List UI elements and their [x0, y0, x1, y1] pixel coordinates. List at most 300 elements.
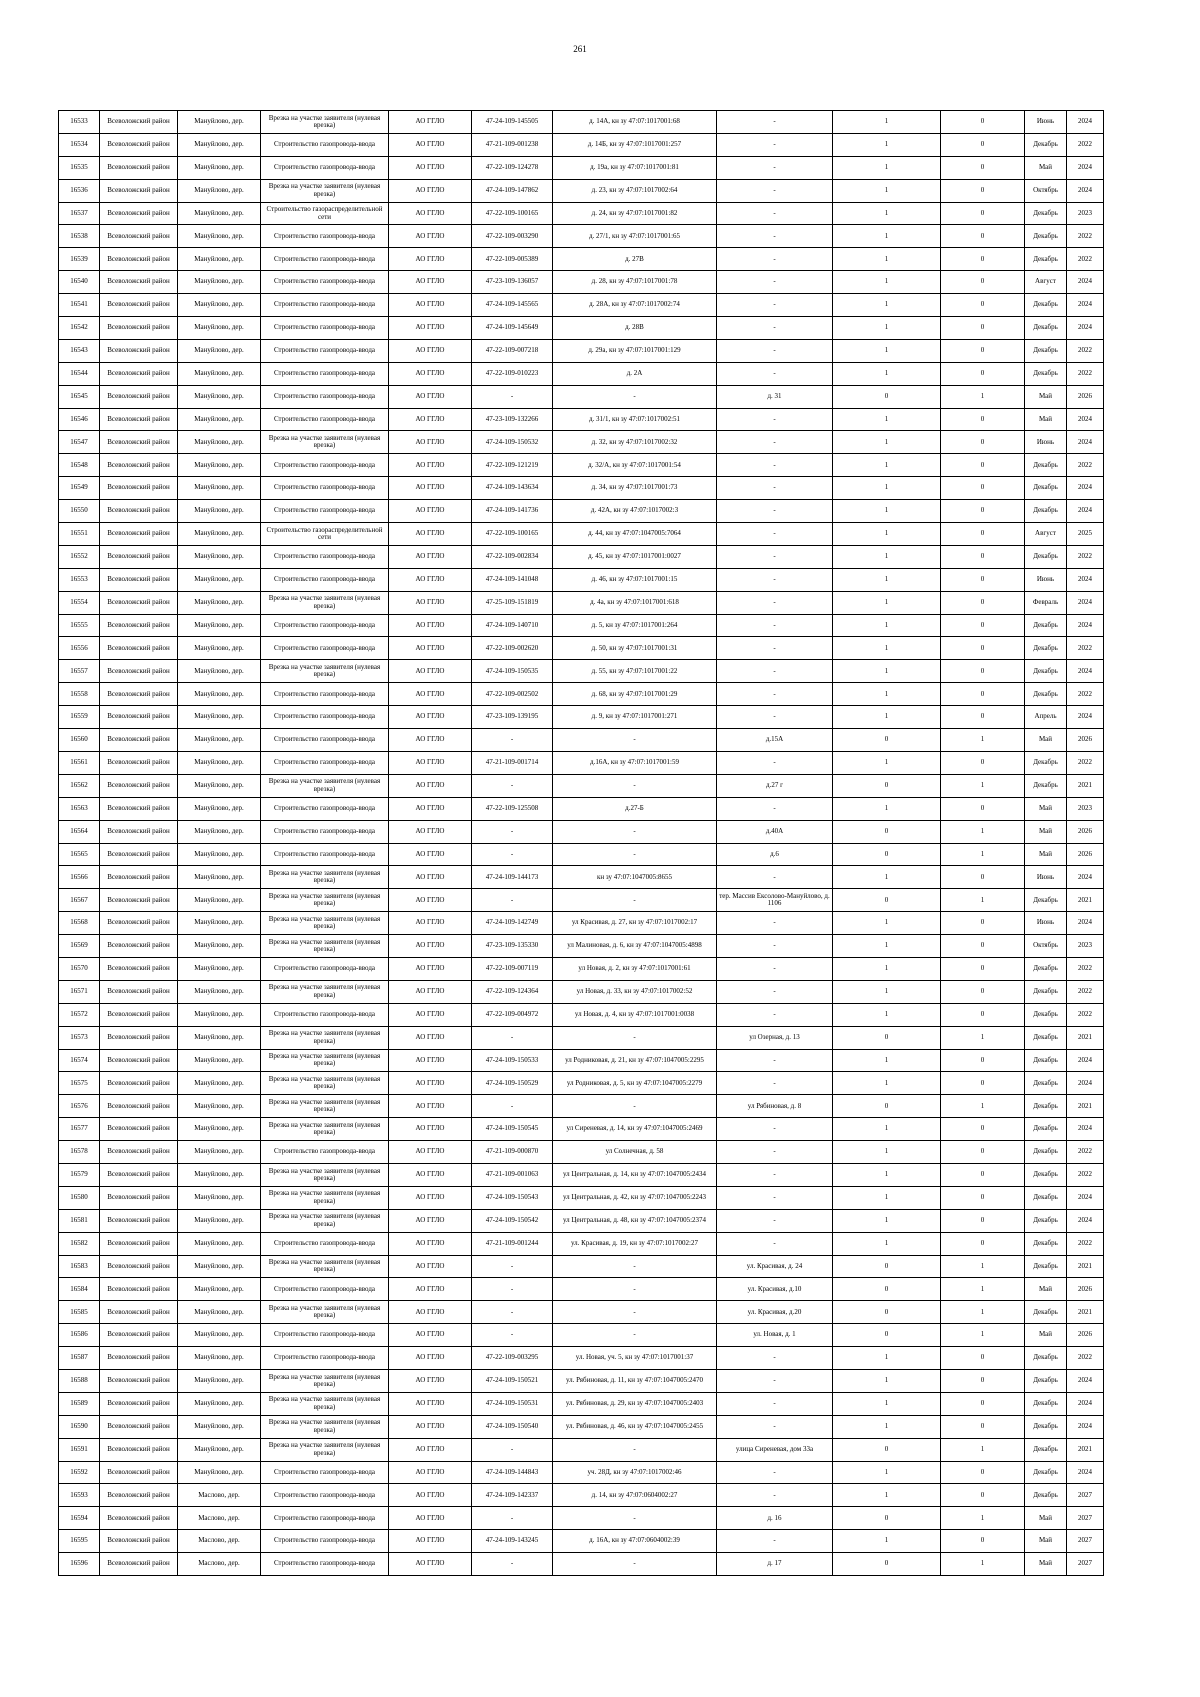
cell-settlement: Мануйлово, дер. — [178, 385, 261, 408]
cell-application-number: 47-22-109-003295 — [472, 1347, 553, 1370]
table-row — [59, 1369, 1104, 1392]
cell-month: Июнь — [1025, 111, 1067, 134]
cell-organization: АО ГГЛО — [389, 408, 472, 431]
cell-settlement: Мануйлово, дер. — [178, 1209, 261, 1232]
cell-year: 2025 — [1067, 523, 1104, 546]
cell-work-type: Врезка на участке заявителя (нулевая врезка) — [261, 1026, 389, 1049]
cell-application-number: - — [472, 889, 553, 912]
cell-year: 2024 — [1067, 1392, 1104, 1415]
cell-row-number: 16580 — [59, 1186, 100, 1209]
cell-address: - — [717, 614, 833, 637]
cell-count-b: 1 — [941, 1095, 1025, 1118]
cell-address-cadastral: ул Новая, д. 33, кн зу 47:07:1017002:52 — [553, 980, 717, 1003]
cell-year: 2022 — [1067, 133, 1104, 156]
cell-count-a: 1 — [833, 1232, 941, 1255]
cell-settlement: Мануйлово, дер. — [178, 133, 261, 156]
table-row — [59, 774, 1104, 797]
cell-count-a: 1 — [833, 317, 941, 340]
cell-settlement: Мануйлово, дер. — [178, 431, 261, 454]
cell-month: Май — [1025, 1324, 1067, 1347]
cell-organization: АО ГГЛО — [389, 1141, 472, 1164]
cell-month: Декабрь — [1025, 957, 1067, 980]
cell-year: 2024 — [1067, 568, 1104, 591]
cell-organization: АО ГГЛО — [389, 614, 472, 637]
cell-month: Декабрь — [1025, 500, 1067, 523]
cell-settlement: Мануйлово, дер. — [178, 774, 261, 797]
cell-row-number: 16594 — [59, 1507, 100, 1530]
cell-settlement: Мануйлово, дер. — [178, 1347, 261, 1370]
cell-row-number: 16572 — [59, 1003, 100, 1026]
cell-settlement: Мануйлово, дер. — [178, 706, 261, 729]
cell-row-number: 16568 — [59, 912, 100, 935]
cell-address-cadastral: ул Новая, д. 4, кн зу 47:07:1017001:0038 — [553, 1003, 717, 1026]
cell-count-b: 0 — [941, 1049, 1025, 1072]
cell-address-cadastral: ул Родниковая, д. 21, кн зу 47:07:1047005:2295 — [553, 1049, 717, 1072]
cell-district: Всеволожский район — [100, 1163, 178, 1186]
cell-count-a: 1 — [833, 431, 941, 454]
cell-address: - — [717, 362, 833, 385]
cell-month: Декабрь — [1025, 1461, 1067, 1484]
cell-year: 2026 — [1067, 1278, 1104, 1301]
cell-year: 2026 — [1067, 843, 1104, 866]
cell-district: Всеволожский район — [100, 339, 178, 362]
cell-work-type: Врезка на участке заявителя (нулевая врезка) — [261, 179, 389, 202]
cell-district: Всеволожский район — [100, 454, 178, 477]
cell-count-b: 0 — [941, 957, 1025, 980]
cell-application-number: 47-23-109-132266 — [472, 408, 553, 431]
cell-year: 2024 — [1067, 408, 1104, 431]
cell-count-b: 0 — [941, 1186, 1025, 1209]
cell-month: Июнь — [1025, 912, 1067, 935]
cell-address: - — [717, 1118, 833, 1141]
cell-application-number: 47-24-109-150542 — [472, 1209, 553, 1232]
cell-row-number: 16567 — [59, 889, 100, 912]
cell-count-b: 0 — [941, 1530, 1025, 1553]
cell-organization: АО ГГЛО — [389, 179, 472, 202]
cell-year: 2024 — [1067, 317, 1104, 340]
table-row — [59, 1003, 1104, 1026]
cell-organization: АО ГГЛО — [389, 385, 472, 408]
cell-count-a: 1 — [833, 1003, 941, 1026]
cell-month: Декабрь — [1025, 1392, 1067, 1415]
cell-address: - — [717, 202, 833, 225]
cell-work-type: Строительство газопровода-ввода — [261, 843, 389, 866]
page-number: 261 — [573, 44, 587, 54]
cell-organization: АО ГГЛО — [389, 1118, 472, 1141]
cell-organization: АО ГГЛО — [389, 1255, 472, 1278]
cell-work-type: Строительство газопровода-ввода — [261, 408, 389, 431]
cell-address: - — [717, 1530, 833, 1553]
cell-address: - — [717, 1141, 833, 1164]
cell-year: 2022 — [1067, 339, 1104, 362]
cell-organization: АО ГГЛО — [389, 751, 472, 774]
cell-month: Декабрь — [1025, 1072, 1067, 1095]
cell-month: Декабрь — [1025, 1484, 1067, 1507]
cell-year: 2022 — [1067, 1141, 1104, 1164]
cell-row-number: 16586 — [59, 1324, 100, 1347]
cell-row-number: 16570 — [59, 957, 100, 980]
cell-address-cadastral: кн зу 47:07:1047005:8655 — [553, 866, 717, 889]
table-row — [59, 1049, 1104, 1072]
cell-work-type: Строительство газопровода-ввода — [261, 683, 389, 706]
cell-address: - — [717, 637, 833, 660]
cell-year: 2022 — [1067, 362, 1104, 385]
cell-year: 2024 — [1067, 477, 1104, 500]
cell-address: д.27 г — [717, 774, 833, 797]
cell-year: 2023 — [1067, 202, 1104, 225]
cell-count-b: 0 — [941, 1484, 1025, 1507]
cell-row-number: 16588 — [59, 1369, 100, 1392]
cell-count-a: 0 — [833, 729, 941, 752]
cell-count-b: 0 — [941, 362, 1025, 385]
cell-count-b: 1 — [941, 1026, 1025, 1049]
cell-address-cadastral: д. 28В — [553, 317, 717, 340]
cell-row-number: 16560 — [59, 729, 100, 752]
cell-work-type: Строительство газопровода-ввода — [261, 1484, 389, 1507]
cell-count-a: 1 — [833, 294, 941, 317]
cell-row-number: 16553 — [59, 568, 100, 591]
cell-count-b: 0 — [941, 980, 1025, 1003]
cell-month: Декабрь — [1025, 133, 1067, 156]
cell-settlement: Мануйлово, дер. — [178, 1392, 261, 1415]
cell-row-number: 16583 — [59, 1255, 100, 1278]
cell-work-type: Строительство газопровода-ввода — [261, 477, 389, 500]
cell-address-cadastral: д. 55, кн зу 47:07:1017001:22 — [553, 660, 717, 683]
cell-count-a: 0 — [833, 385, 941, 408]
cell-district: Всеволожский район — [100, 797, 178, 820]
cell-settlement: Мануйлово, дер. — [178, 202, 261, 225]
cell-month: Июнь — [1025, 866, 1067, 889]
table-row — [59, 1324, 1104, 1347]
table-row — [59, 1347, 1104, 1370]
cell-settlement: Мануйлово, дер. — [178, 797, 261, 820]
cell-organization: АО ГГЛО — [389, 935, 472, 958]
cell-address-cadastral: д.16А, кн зу 47:07:1017001:59 — [553, 751, 717, 774]
cell-count-b: 0 — [941, 614, 1025, 637]
cell-application-number: 47-22-109-007119 — [472, 957, 553, 980]
cell-district: Всеволожский район — [100, 1324, 178, 1347]
cell-count-a: 1 — [833, 660, 941, 683]
cell-month: Декабрь — [1025, 1415, 1067, 1438]
cell-application-number: 47-24-109-145505 — [472, 111, 553, 134]
cell-application-number: - — [472, 774, 553, 797]
cell-district: Всеволожский район — [100, 1392, 178, 1415]
cell-work-type: Строительство газопровода-ввода — [261, 1232, 389, 1255]
table-row — [59, 1095, 1104, 1118]
cell-count-a: 1 — [833, 454, 941, 477]
cell-district: Всеволожский район — [100, 477, 178, 500]
cell-year: 2022 — [1067, 957, 1104, 980]
cell-row-number: 16547 — [59, 431, 100, 454]
cell-settlement: Мануйлово, дер. — [178, 477, 261, 500]
cell-application-number: 47-24-109-142749 — [472, 912, 553, 935]
cell-organization: АО ГГЛО — [389, 431, 472, 454]
cell-organization: АО ГГЛО — [389, 957, 472, 980]
cell-month: Май — [1025, 729, 1067, 752]
cell-address-cadastral: ул Красивая, д. 27, кн зу 47:07:1017002:17 — [553, 912, 717, 935]
cell-settlement: Мануйлово, дер. — [178, 111, 261, 134]
cell-application-number: 47-22-109-124364 — [472, 980, 553, 1003]
cell-address-cadastral: ул. Новая, уч. 5, кн зу 47:07:1017001:37 — [553, 1347, 717, 1370]
cell-count-b: 0 — [941, 1461, 1025, 1484]
cell-count-b: 0 — [941, 751, 1025, 774]
cell-count-b: 0 — [941, 1141, 1025, 1164]
cell-settlement: Мануйлово, дер. — [178, 751, 261, 774]
cell-month: Декабрь — [1025, 1347, 1067, 1370]
cell-count-b: 0 — [941, 202, 1025, 225]
cell-count-b: 1 — [941, 1438, 1025, 1461]
table-row — [59, 317, 1104, 340]
table-body — [59, 111, 1104, 1576]
cell-work-type: Строительство газопровода-ввода — [261, 1461, 389, 1484]
cell-count-a: 1 — [833, 912, 941, 935]
table-row — [59, 1232, 1104, 1255]
cell-organization: АО ГГЛО — [389, 866, 472, 889]
cell-address-cadastral: - — [553, 1438, 717, 1461]
cell-address-cadastral: - — [553, 1278, 717, 1301]
cell-settlement: Мануйлово, дер. — [178, 1163, 261, 1186]
cell-organization: АО ГГЛО — [389, 706, 472, 729]
cell-row-number: 16587 — [59, 1347, 100, 1370]
cell-organization: АО ГГЛО — [389, 1301, 472, 1324]
cell-settlement: Маслово, дер. — [178, 1507, 261, 1530]
cell-year: 2026 — [1067, 729, 1104, 752]
cell-work-type: Строительство газопровода-ввода — [261, 385, 389, 408]
table-row — [59, 1255, 1104, 1278]
gasification-registry-table — [58, 110, 1104, 1576]
cell-settlement: Мануйлово, дер. — [178, 1186, 261, 1209]
cell-application-number: - — [472, 729, 553, 752]
cell-address-cadastral: д. 16А, кн зу 47:07:0604002:39 — [553, 1530, 717, 1553]
cell-organization: АО ГГЛО — [389, 683, 472, 706]
cell-settlement: Мануйлово, дер. — [178, 729, 261, 752]
cell-year: 2027 — [1067, 1553, 1104, 1576]
cell-settlement: Мануйлово, дер. — [178, 1003, 261, 1026]
cell-settlement: Мануйлово, дер. — [178, 454, 261, 477]
cell-work-type: Строительство газопровода-ввода — [261, 706, 389, 729]
cell-address-cadastral: - — [553, 729, 717, 752]
cell-organization: АО ГГЛО — [389, 545, 472, 568]
cell-count-b: 0 — [941, 133, 1025, 156]
cell-address-cadastral: ул. Красивая, д. 19, кн зу 47:07:1017002:27 — [553, 1232, 717, 1255]
cell-organization: АО ГГЛО — [389, 980, 472, 1003]
cell-work-type: Строительство газопровода-ввода — [261, 133, 389, 156]
cell-count-b: 0 — [941, 1003, 1025, 1026]
cell-application-number: - — [472, 1324, 553, 1347]
cell-address: - — [717, 1484, 833, 1507]
cell-organization: АО ГГЛО — [389, 1392, 472, 1415]
cell-row-number: 16538 — [59, 225, 100, 248]
cell-application-number: 47-22-109-003290 — [472, 225, 553, 248]
cell-month: Декабрь — [1025, 751, 1067, 774]
cell-address: - — [717, 225, 833, 248]
cell-address-cadastral: д. 4а, кн зу 47:07:1017001:618 — [553, 591, 717, 614]
cell-district: Всеволожский район — [100, 660, 178, 683]
cell-row-number: 16565 — [59, 843, 100, 866]
cell-address: - — [717, 317, 833, 340]
cell-settlement: Мануйлово, дер. — [178, 660, 261, 683]
cell-organization: АО ГГЛО — [389, 843, 472, 866]
table-row — [59, 225, 1104, 248]
cell-count-a: 1 — [833, 866, 941, 889]
cell-count-a: 0 — [833, 1095, 941, 1118]
cell-count-b: 1 — [941, 729, 1025, 752]
cell-district: Всеволожский район — [100, 1553, 178, 1576]
cell-work-type: Строительство газопровода-ввода — [261, 614, 389, 637]
cell-row-number: 16550 — [59, 500, 100, 523]
cell-district: Всеволожский район — [100, 248, 178, 271]
cell-year: 2024 — [1067, 706, 1104, 729]
cell-organization: АО ГГЛО — [389, 1186, 472, 1209]
cell-application-number: 47-22-109-002502 — [472, 683, 553, 706]
cell-work-type: Врезка на участке заявителя (нулевая врезка) — [261, 111, 389, 134]
cell-month: Май — [1025, 797, 1067, 820]
cell-row-number: 16577 — [59, 1118, 100, 1141]
cell-year: 2021 — [1067, 889, 1104, 912]
cell-month: Декабрь — [1025, 683, 1067, 706]
cell-work-type: Строительство газопровода-ввода — [261, 454, 389, 477]
cell-work-type: Строительство газопровода-ввода — [261, 1003, 389, 1026]
cell-row-number: 16581 — [59, 1209, 100, 1232]
cell-work-type: Врезка на участке заявителя (нулевая врезка) — [261, 1186, 389, 1209]
cell-address: - — [717, 523, 833, 546]
cell-settlement: Мануйлово, дер. — [178, 866, 261, 889]
cell-address-cadastral: - — [553, 1255, 717, 1278]
table-row — [59, 385, 1104, 408]
cell-count-a: 0 — [833, 1438, 941, 1461]
cell-count-a: 0 — [833, 774, 941, 797]
cell-settlement: Мануйлово, дер. — [178, 683, 261, 706]
cell-row-number: 16542 — [59, 317, 100, 340]
cell-organization: АО ГГЛО — [389, 202, 472, 225]
cell-month: Декабрь — [1025, 248, 1067, 271]
cell-district: Всеволожский район — [100, 385, 178, 408]
table-row — [59, 797, 1104, 820]
cell-month: Декабрь — [1025, 339, 1067, 362]
cell-organization: АО ГГЛО — [389, 568, 472, 591]
cell-row-number: 16578 — [59, 1141, 100, 1164]
cell-address: ул Рябиновая, д. 8 — [717, 1095, 833, 1118]
cell-count-b: 0 — [941, 1232, 1025, 1255]
cell-month: Август — [1025, 523, 1067, 546]
cell-month: Декабрь — [1025, 1209, 1067, 1232]
cell-settlement: Мануйлово, дер. — [178, 156, 261, 179]
cell-application-number: 47-23-109-135330 — [472, 935, 553, 958]
cell-work-type: Врезка на участке заявителя (нулевая врезка) — [261, 1392, 389, 1415]
cell-count-a: 1 — [833, 1484, 941, 1507]
cell-row-number: 16584 — [59, 1278, 100, 1301]
cell-address-cadastral: д. 14Б, кн зу 47:07:1017001:257 — [553, 133, 717, 156]
cell-settlement: Мануйлово, дер. — [178, 843, 261, 866]
cell-district: Всеволожский район — [100, 362, 178, 385]
cell-application-number: 47-24-109-150529 — [472, 1072, 553, 1095]
cell-year: 2024 — [1067, 591, 1104, 614]
cell-address-cadastral: д. 9, кн зу 47:07:1017001:271 — [553, 706, 717, 729]
cell-address: - — [717, 477, 833, 500]
cell-district: Всеволожский район — [100, 523, 178, 546]
cell-count-b: 0 — [941, 477, 1025, 500]
cell-row-number: 16561 — [59, 751, 100, 774]
cell-address: д.40А — [717, 820, 833, 843]
cell-application-number: 47-24-109-142337 — [472, 1484, 553, 1507]
cell-settlement: Мануйлово, дер. — [178, 637, 261, 660]
cell-address-cadastral: ул. Рябиновая, д. 29, кн зу 47:07:1047005:2403 — [553, 1392, 717, 1415]
cell-address: - — [717, 111, 833, 134]
cell-month: Декабрь — [1025, 1141, 1067, 1164]
cell-count-b: 0 — [941, 523, 1025, 546]
cell-row-number: 16549 — [59, 477, 100, 500]
table-row — [59, 339, 1104, 362]
cell-count-b: 0 — [941, 545, 1025, 568]
cell-address: ул. Красивая, д.10 — [717, 1278, 833, 1301]
cell-count-b: 0 — [941, 317, 1025, 340]
cell-count-b: 1 — [941, 1301, 1025, 1324]
cell-organization: АО ГГЛО — [389, 1209, 472, 1232]
cell-district: Всеволожский район — [100, 637, 178, 660]
cell-application-number: 47-24-109-150532 — [472, 431, 553, 454]
table-row — [59, 133, 1104, 156]
cell-work-type: Строительство газопровода-ввода — [261, 248, 389, 271]
table-row — [59, 454, 1104, 477]
table-row — [59, 408, 1104, 431]
cell-address: - — [717, 957, 833, 980]
cell-settlement: Мануйлово, дер. — [178, 1255, 261, 1278]
cell-work-type: Строительство газопровода-ввода — [261, 797, 389, 820]
cell-work-type: Врезка на участке заявителя (нулевая врезка) — [261, 774, 389, 797]
cell-address-cadastral: - — [553, 774, 717, 797]
cell-organization: АО ГГЛО — [389, 294, 472, 317]
cell-address-cadastral: д. 42А, кн зу 47:07:1017002:3 — [553, 500, 717, 523]
cell-month: Декабрь — [1025, 1049, 1067, 1072]
cell-year: 2024 — [1067, 1072, 1104, 1095]
cell-address: - — [717, 248, 833, 271]
table-row — [59, 889, 1104, 912]
cell-settlement: Мануйлово, дер. — [178, 980, 261, 1003]
cell-organization: АО ГГЛО — [389, 477, 472, 500]
cell-count-b: 0 — [941, 1209, 1025, 1232]
cell-row-number: 16551 — [59, 523, 100, 546]
cell-count-a: 1 — [833, 248, 941, 271]
cell-district: Всеволожский район — [100, 1530, 178, 1553]
cell-count-a: 0 — [833, 1301, 941, 1324]
cell-row-number: 16554 — [59, 591, 100, 614]
cell-address-cadastral: д.27-Б — [553, 797, 717, 820]
cell-row-number: 16559 — [59, 706, 100, 729]
table-row — [59, 1438, 1104, 1461]
cell-count-a: 1 — [833, 1530, 941, 1553]
cell-application-number: 47-22-109-005389 — [472, 248, 553, 271]
cell-year: 2024 — [1067, 156, 1104, 179]
cell-row-number: 16543 — [59, 339, 100, 362]
cell-address-cadastral: ул Центральная, д. 48, кн зу 47:07:1047005:2374 — [553, 1209, 717, 1232]
cell-address: - — [717, 339, 833, 362]
cell-application-number: 47-22-109-121219 — [472, 454, 553, 477]
cell-month: Декабрь — [1025, 1369, 1067, 1392]
cell-district: Всеволожский район — [100, 1072, 178, 1095]
cell-settlement: Мануйлово, дер. — [178, 912, 261, 935]
cell-address-cadastral: д. 32, кн зу 47:07:1017002:32 — [553, 431, 717, 454]
cell-month: Декабрь — [1025, 980, 1067, 1003]
cell-count-a: 0 — [833, 1026, 941, 1049]
cell-settlement: Маслово, дер. — [178, 1484, 261, 1507]
cell-settlement: Мануйлово, дер. — [178, 317, 261, 340]
cell-work-type: Строительство газораспределительной сети — [261, 523, 389, 546]
cell-address-cadastral: ул. Рябиновая, д. 46, кн зу 47:07:1047005:2455 — [553, 1415, 717, 1438]
table-row — [59, 980, 1104, 1003]
cell-application-number: 47-24-109-150545 — [472, 1118, 553, 1141]
cell-settlement: Мануйлово, дер. — [178, 1301, 261, 1324]
cell-count-a: 1 — [833, 271, 941, 294]
